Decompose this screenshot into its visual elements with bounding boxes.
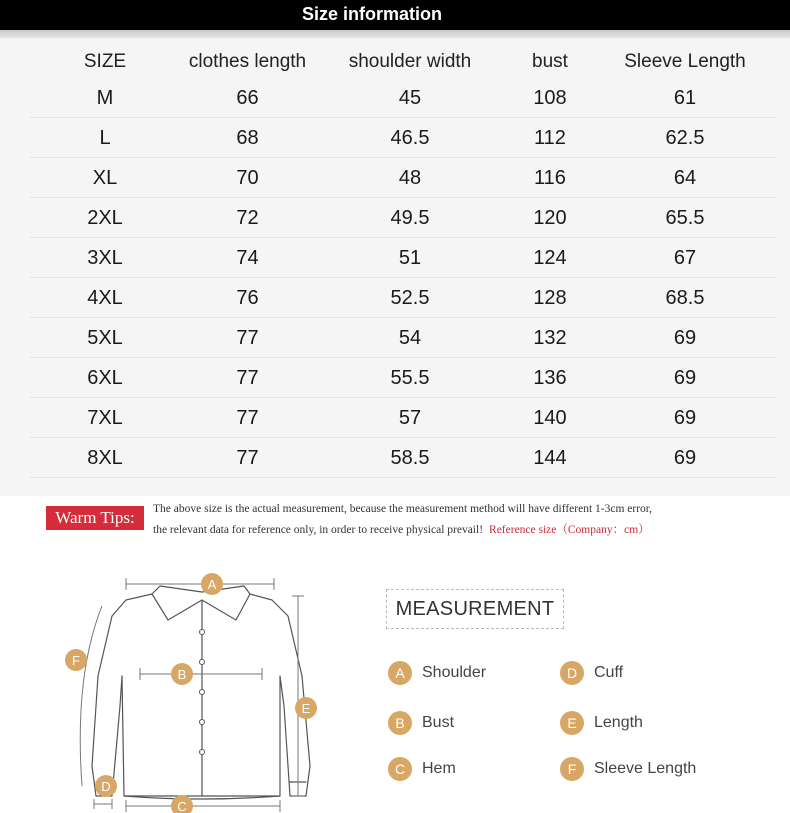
marker-f-icon	[65, 649, 87, 671]
tips-text-line-2	[153, 521, 650, 537]
measurement-title: MEASUREMENT	[386, 589, 564, 629]
size-cell: 8XL	[87, 447, 123, 469]
table-row	[30, 398, 775, 438]
shoulder-width-cell: 45	[398, 87, 422, 109]
table-row	[30, 358, 775, 398]
sleeve-length-cell: 69	[673, 407, 697, 429]
clothes-length-cell: 77	[236, 447, 259, 469]
clothes-length-cell: 66	[236, 87, 259, 109]
table-row	[30, 318, 775, 358]
letter-f-icon: F	[560, 757, 584, 781]
bust-cell: 136	[533, 367, 567, 389]
warm-tips	[0, 496, 790, 546]
size-cell: 5XL	[87, 327, 123, 349]
tips-text-line-1: The above size is the actual measurement, because the measurement method will have different 1-3cm error,	[153, 503, 653, 515]
table-row	[30, 158, 775, 198]
button-icon	[200, 750, 205, 755]
column-header-size: SIZE	[83, 51, 127, 72]
size-cell: 4XL	[87, 287, 123, 309]
clothes-length-cell: 72	[236, 207, 259, 229]
size-cell: 3XL	[87, 247, 123, 269]
column-header-clothes-length: clothes length	[188, 51, 307, 72]
legend-label: Sleeve Length	[594, 760, 697, 777]
clothes-length-cell: 77	[236, 367, 259, 389]
sleeve-length-cell: 65.5	[665, 207, 705, 229]
svg-text:A: A	[207, 577, 217, 592]
shoulder-width-cell: 57	[398, 407, 422, 429]
letter-e-icon: E	[560, 711, 584, 735]
bust-cell: 108	[533, 87, 567, 109]
sleeve-length-cell: 62.5	[665, 127, 705, 149]
shoulder-width-cell: 51	[398, 247, 422, 269]
size-cell: XL	[92, 167, 118, 189]
table-header-row	[30, 42, 775, 82]
sleeve-length-cell: 69	[673, 447, 697, 469]
letter-c-icon: C	[388, 757, 412, 781]
warm-tips-badge: Warm Tips:	[46, 506, 144, 530]
table-row	[30, 198, 775, 238]
shoulder-width-cell: 46.5	[390, 127, 430, 149]
shoulder-width-cell: 48	[398, 167, 422, 189]
legend-label: Bust	[422, 714, 455, 731]
reference-size-note: Reference size（Company：cm）	[489, 524, 650, 536]
table-row	[30, 78, 775, 118]
button-icon	[200, 720, 205, 725]
bust-cell: 140	[533, 407, 567, 429]
marker-c-icon	[171, 795, 193, 813]
table-row	[30, 278, 775, 318]
legend-label: Shoulder	[422, 664, 487, 681]
clothes-length-cell: 70	[236, 167, 259, 189]
legend-label: Length	[594, 714, 643, 731]
clothes-length-cell: 74	[236, 247, 259, 269]
svg-text:D: D	[101, 779, 111, 794]
sleeve-length-cell: 64	[673, 167, 697, 189]
marker-d-icon	[95, 775, 117, 797]
svg-text:E: E	[301, 701, 311, 716]
sleeve-length-cell: 69	[673, 327, 697, 349]
shoulder-width-cell: 49.5	[390, 207, 430, 229]
table-row	[30, 238, 775, 278]
svg-text:B: B	[177, 667, 187, 682]
clothes-length-cell: 77	[236, 327, 259, 349]
size-cell: L	[99, 127, 111, 149]
size-cell: 6XL	[87, 367, 123, 389]
sleeve-length-cell: 69	[673, 367, 697, 389]
letter-b-icon: B	[388, 711, 412, 735]
svg-text:F: F	[72, 653, 80, 668]
bust-cell: 132	[533, 327, 567, 349]
legend-label: Hem	[422, 760, 456, 777]
row-divider	[30, 477, 775, 478]
legend-label: Cuff	[594, 664, 624, 681]
column-header-shoulder-width: shoulder width	[348, 51, 472, 72]
clothes-length-cell: 76	[236, 287, 259, 309]
button-icon	[200, 660, 205, 665]
header-bar	[0, 0, 790, 30]
sleeve-length-cell: 67	[673, 247, 697, 269]
marker-b-icon	[171, 663, 193, 685]
bust-cell: 128	[533, 287, 567, 309]
marker-a-icon	[201, 573, 223, 595]
svg-text:C: C	[177, 799, 187, 813]
shirt-outline	[92, 594, 310, 796]
clothes-length-cell: 68	[236, 127, 259, 149]
table-row	[30, 438, 775, 478]
table-row	[30, 118, 775, 158]
size-cell: M	[96, 87, 114, 109]
bust-cell: 120	[533, 207, 567, 229]
size-cell: 7XL	[87, 407, 123, 429]
letter-a-icon: A	[388, 661, 412, 685]
size-table	[0, 38, 790, 496]
shoulder-width-cell: 54	[398, 327, 422, 349]
measurement-section	[0, 546, 790, 813]
marker-e-icon	[295, 697, 317, 719]
letter-d-icon: D	[560, 661, 584, 685]
size-cell: 2XL	[87, 207, 123, 229]
sleeve-length-cell: 68.5	[665, 287, 705, 309]
shirt-diagram	[40, 556, 340, 813]
tips-text-line-2-body: the relevant data for reference only, in order to receive physical prevail!	[153, 524, 484, 536]
collar-outline	[152, 586, 250, 620]
header-title: Size information	[301, 4, 442, 24]
bust-cell: 112	[534, 127, 566, 149]
shoulder-width-cell: 58.5	[390, 447, 430, 469]
bust-cell: 116	[534, 167, 566, 189]
button-icon	[200, 630, 205, 635]
button-icon	[200, 690, 205, 695]
clothes-length-cell: 77	[236, 407, 259, 429]
shoulder-width-cell: 52.5	[390, 287, 430, 309]
sleeve-length-cell: 61	[673, 87, 697, 109]
column-header-sleeve-length: Sleeve Length	[624, 51, 746, 72]
column-header-bust: bust	[532, 51, 568, 72]
bust-cell: 144	[533, 447, 567, 469]
shoulder-width-cell: 55.5	[390, 367, 430, 389]
bust-cell: 124	[533, 247, 567, 269]
